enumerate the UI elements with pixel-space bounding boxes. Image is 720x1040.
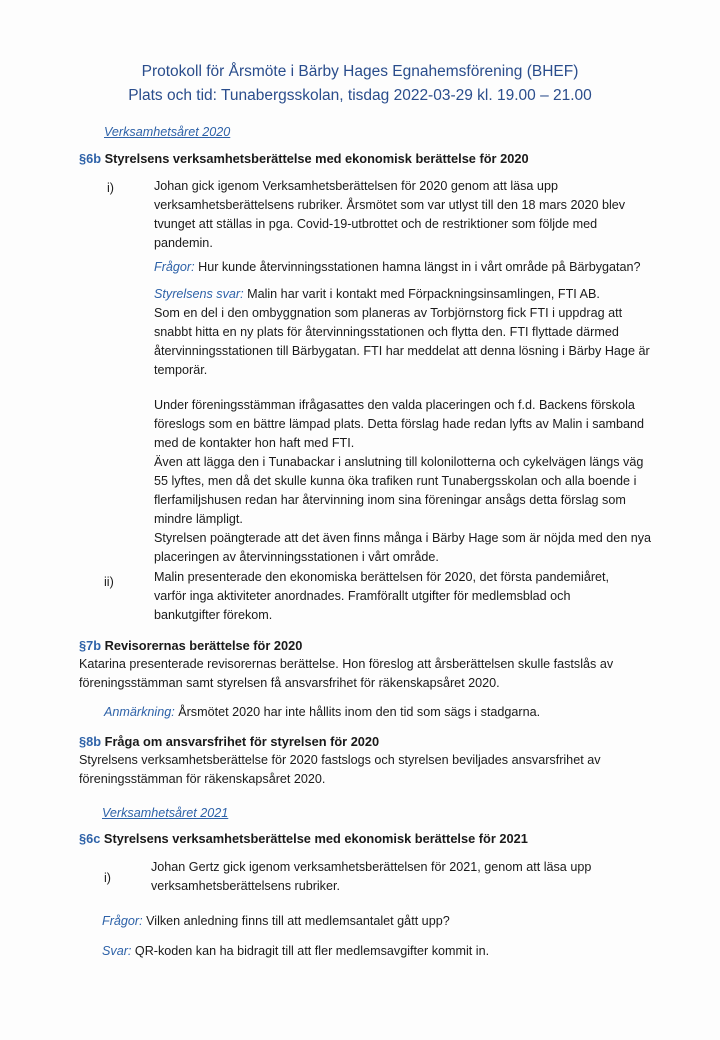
board-answer-text-2: Som en del i den ombyggnation som planeras av Torbjörnstorg fick FTI i uppdrag att snabbt hitta en ny plats för återvinningsstationen och flytta den. FTI flyttade därmed återvinningsstationen till Bärbygatan. FTI har meddelat att denna lösning i Bärby Hage är temporär. xyxy=(154,306,650,377)
title-line-1: Protokoll för Årsmöte i Bärby Hages Egnahemsförening (BHEF) xyxy=(141,63,579,80)
section-title: Styrelsens verksamhetsberättelse med ekonomisk berättelse för 2020 xyxy=(104,151,529,166)
questions-paragraph xyxy=(154,258,664,277)
board-answer-text-1: Malin har varit i kontakt med Förpackningsinsamlingen, FTI AB. xyxy=(247,287,600,301)
board-answer-line xyxy=(154,285,654,304)
answer-paragraph-2021 xyxy=(102,942,662,961)
section-6c-heading xyxy=(79,830,679,848)
discussion-paragraph-2: Även att lägga den i Tunabackar i anslutning till kolonilotterna och cykelvägen längs väg 55 lyftes, men då det skulle kunna öka trafiken runt Tunabergsskolan och alla boende i flerfamiljshusen redan har återvinning inom sina föreningar ansågs detta förslag som mindre lämpligt. xyxy=(154,455,644,526)
discussion-block xyxy=(154,396,654,567)
section-8b-heading xyxy=(79,733,679,751)
year-heading-2020: Verksamhetsåret 2020 xyxy=(104,125,231,139)
answer-text: QR-koden kan ha bidragit till att fler medlemsavgifter kommit in. xyxy=(134,944,490,958)
section-8b-text: Styrelsens verksamhetsberättelse för 2020 fastslogs och styrelsen beviljades ansvarsfrihet av föreningsstämman för räkenskapsåret 2020. xyxy=(79,753,601,786)
section-6b-heading xyxy=(79,150,679,168)
section-number: §6c xyxy=(79,831,101,846)
questions-label: Frågor: xyxy=(102,914,143,928)
item-label-i-2021: i) xyxy=(104,871,111,885)
questions-text: Hur kunde återvinningsstationen hamna längst in i vårt område på Bärbygatan? xyxy=(198,260,641,274)
item-label-ii: ii) xyxy=(104,575,114,589)
year-heading-2021: Verksamhetsåret 2021 xyxy=(102,806,229,820)
questions-text: Vilken anledning finns till att medlemsantalet gått upp? xyxy=(146,914,450,928)
board-answer xyxy=(154,285,654,380)
title-line-2: Plats och tid: Tunabergsskolan, tisdag 2022-03-29 kl. 19.00 – 21.00 xyxy=(128,87,592,104)
section-title: Revisorernas berättelse för 2020 xyxy=(104,638,303,653)
item-label-i: i) xyxy=(107,181,114,195)
discussion-paragraph-1: Under föreningsstämman ifrågasattes den valda placeringen och f.d. Backens förskola föreslogs som en bättre lämpad plats. Detta förslag hade redan lyfts av Malin i samband med de kontakter hon haft med FTI. xyxy=(154,398,645,450)
questions-label: Frågor: xyxy=(154,260,195,274)
discussion-paragraph-3: Styrelsen poängterade att det även finns många i Bärby Hage som är nöjda med den nya placeringen av återvinningsstationen i vårt område. xyxy=(154,531,652,564)
item-text-i-2021: Johan Gertz gick igenom verksamhetsberättelsen för 2021, genom att läsa upp verksamhetsberättelsens rubriker. xyxy=(151,860,592,893)
section-number: §7b xyxy=(79,638,102,653)
questions-paragraph-2021 xyxy=(102,912,662,931)
document-title xyxy=(0,60,720,108)
section-title: Styrelsens verksamhetsberättelse med ekonomisk berättelse för 2021 xyxy=(103,831,528,846)
item-text-i: Johan gick igenom Verksamhetsberättelsen för 2020 genom att läsa upp verksamhetsberättelsens rubriker. Årsmötet som var utlyst till den 18 mars 2020 blev tvunget att ställas in pga. Covid-19-utbrottet och de restriktioner som följde med pandemin. xyxy=(154,179,626,250)
item-text-ii: Malin presenterade den ekonomiska berättelsen för 2020, det första pandemiåret, varför inga aktiviteter anordnades. Framförallt utgifter för medlemsblad och bankutgifter förekom. xyxy=(154,570,610,622)
section-title: Fråga om ansvarsfrihet för styrelsen för 2020 xyxy=(104,734,380,749)
remark-label: Anmärkning: xyxy=(104,705,175,719)
board-answer-label: Styrelsens svar: xyxy=(154,287,244,301)
answer-label: Svar: xyxy=(102,944,132,958)
remark-paragraph xyxy=(104,703,664,722)
remark-text: Årsmötet 2020 har inte hållits inom den tid som sägs i stadgarna. xyxy=(178,705,541,719)
section-number: §8b xyxy=(79,734,102,749)
section-7b-text: Katarina presenterade revisorernas berättelse. Hon föreslog att årsberättelsen skulle fastslås av föreningsstämman samt styrelsen få ansvarsfrihet för räkenskapsåret 2020. xyxy=(79,657,614,690)
section-number: §6b xyxy=(79,151,102,166)
section-7b-heading xyxy=(79,637,679,655)
